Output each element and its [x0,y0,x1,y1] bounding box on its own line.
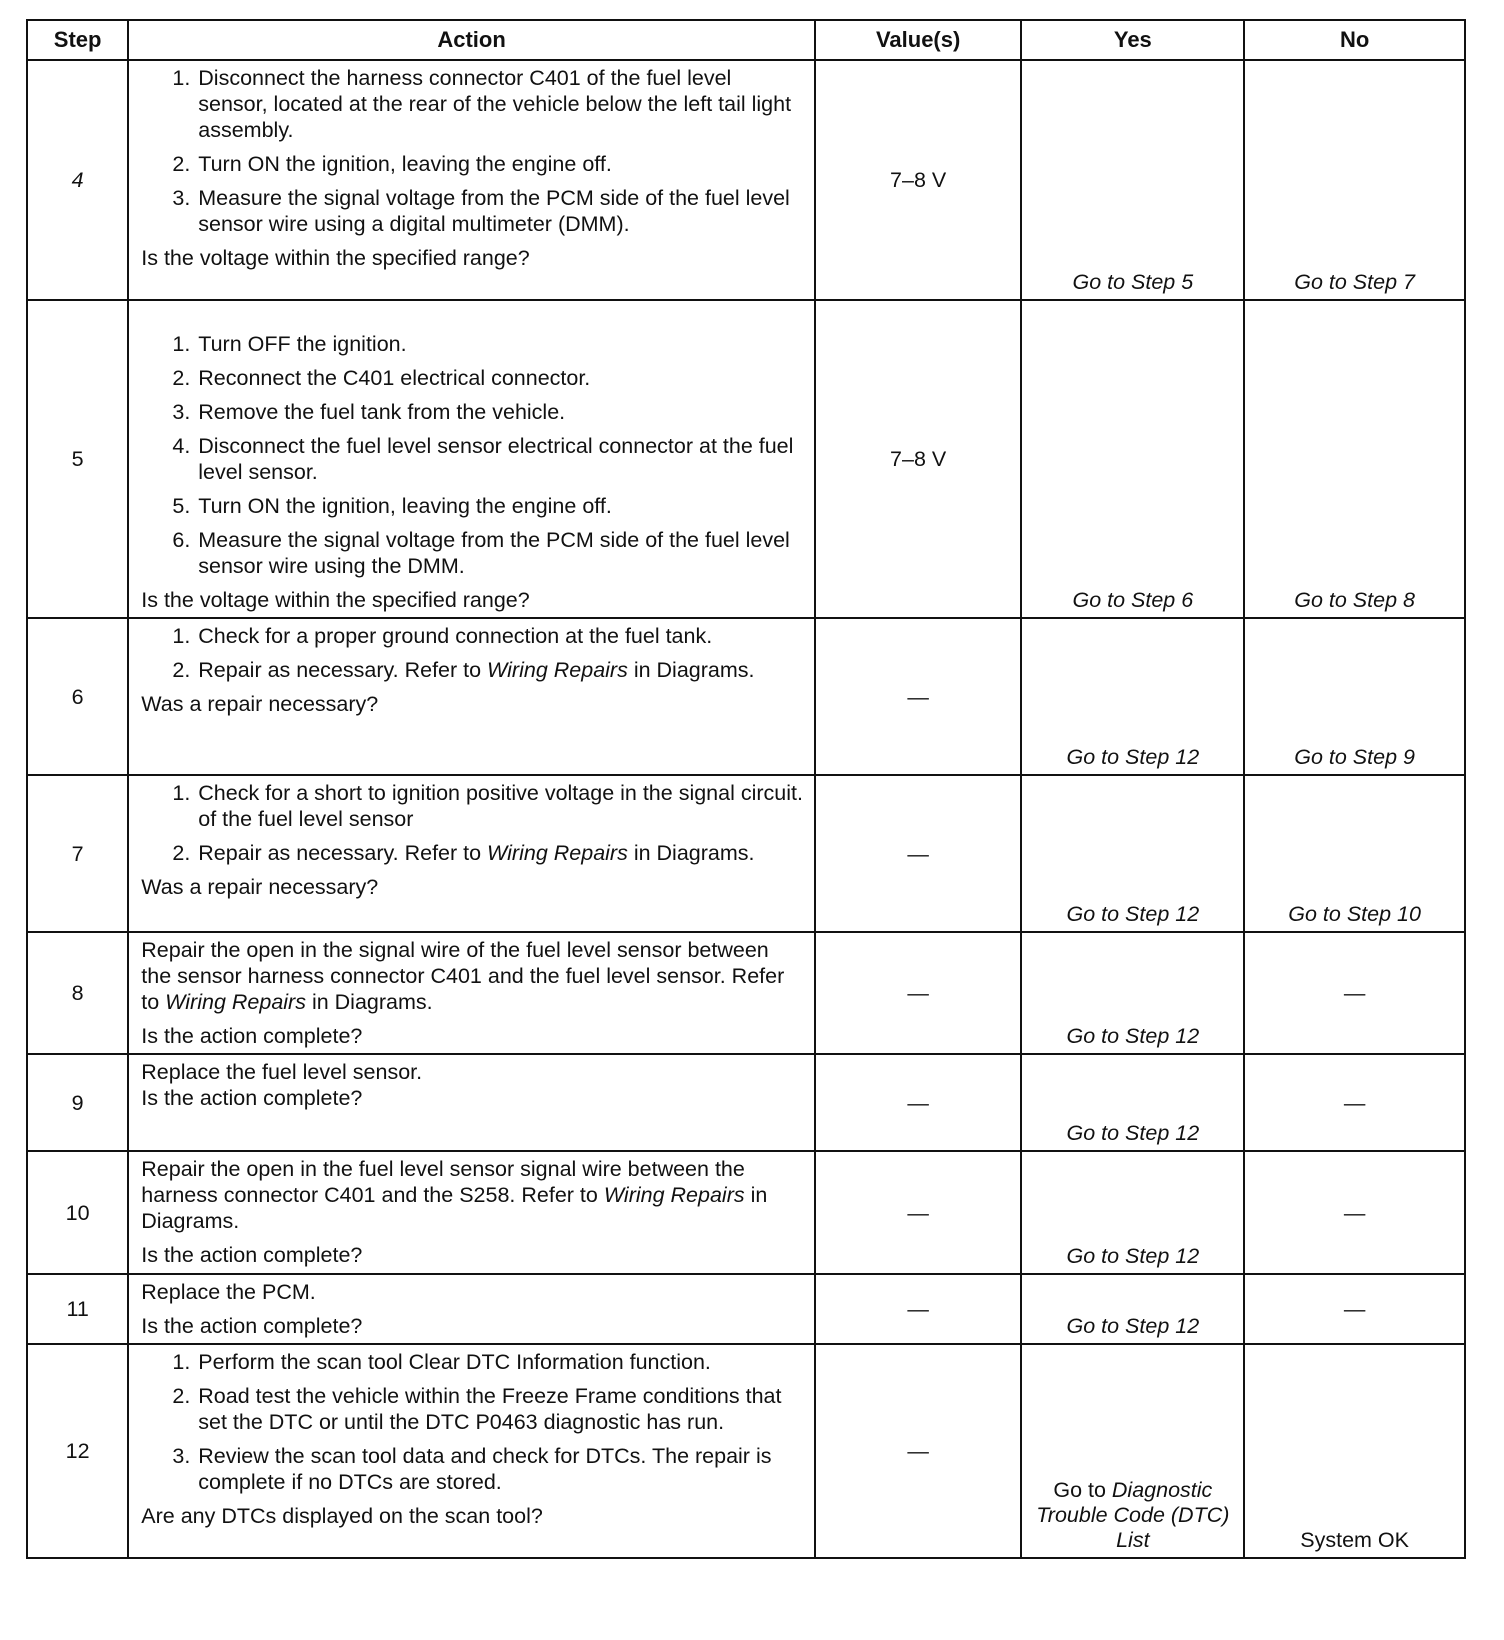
diagnostic-table-document [26,19,1466,1559]
table-row-step-8 [27,932,1465,1054]
value-cell: — [815,1274,1022,1344]
table-row-step-6 [27,618,1465,775]
action-text: Repair the open in the fuel level sensor signal wire between the harness connector C401 and the S258. Refer to [141,1157,745,1207]
action-item: 1. Turn OFF the ignition. [196,331,804,357]
header-step: Step [27,20,128,60]
step-number: 9 [27,1054,128,1151]
action-item: 2. Road test the vehicle within the Freeze Frame conditions that set the DTC or until the DTC P0463 diagnostic has run. [196,1383,804,1435]
no-value: — [1244,1151,1465,1274]
header-values: Value(s) [815,20,1022,60]
table-row-step-10 [27,1151,1465,1274]
step-number: 7 [27,775,128,932]
table-row-step-12 [27,1344,1465,1558]
value-cell: — [815,775,1022,932]
step-number: 12 [27,1344,128,1558]
action-item: 1. Perform the scan tool Clear DTC Information function. [196,1349,804,1375]
action-list [141,623,804,683]
value-cell: — [815,1344,1022,1558]
action-item: 2. Reconnect the C401 electrical connector. [196,365,804,391]
table-row-step-9 [27,1054,1465,1151]
no-link[interactable]: Go to Step 10 [1244,775,1465,932]
yes-link[interactable]: Go to Step 12 [1021,1054,1244,1151]
action-question: Is the voltage within the specified range? [141,246,530,270]
step-number: 10 [27,1151,128,1274]
header-action: Action [128,20,815,60]
step-number: 4 [27,60,128,300]
no-link[interactable]: Go to Step 9 [1244,618,1465,775]
action-question: Is the action complete? [141,1243,363,1267]
action-question: Is the action complete? [141,1086,363,1110]
wiring-repairs-reference[interactable]: Wiring Repairs [165,990,306,1014]
action-cell [128,1344,815,1558]
action-item: 6. Measure the signal voltage from the PCM side of the fuel level sensor wire using the DMM. [196,527,804,579]
table-row-step-11 [27,1274,1465,1344]
action-item: 5. Turn ON the ignition, leaving the engine off. [196,493,804,519]
action-cell [128,775,815,932]
value-cell: — [815,932,1022,1054]
step-number: 5 [27,300,128,618]
no-link[interactable]: Go to Step 8 [1244,300,1465,618]
action-list [141,1349,804,1495]
action-paragraph [141,937,804,1015]
action-question: Was a repair necessary? [141,875,379,899]
action-paragraph [141,1156,804,1234]
action-cell [128,1274,815,1344]
no-value: — [1244,1054,1465,1151]
action-question: Are any DTCs displayed on the scan tool? [141,1504,543,1528]
yes-link-prefix: Go to [1053,1478,1112,1502]
wiring-repairs-reference[interactable]: Wiring Repairs [487,841,628,865]
header-no: No [1244,20,1465,60]
action-list [141,780,804,866]
action-text: Replace the fuel level sensor. [141,1060,423,1084]
action-text: Repair as necessary. Refer to [198,841,488,865]
action-item: 4. Disconnect the fuel level sensor electrical connector at the fuel level sensor. [196,433,804,485]
action-text: in Diagrams. [627,658,755,682]
yes-link[interactable]: Go to Step 12 [1021,1151,1244,1274]
yes-link[interactable]: Go to Step 6 [1021,300,1244,618]
yes-link[interactable]: Go to Step 12 [1021,932,1244,1054]
table-row-step-4 [27,60,1465,300]
action-list [141,331,804,579]
action-item: 3. Measure the signal voltage from the PCM side of the fuel level sensor wire using a digital multimeter (DMM). [196,185,804,237]
action-text: in Diagrams. [305,990,433,1014]
action-item: 1. Disconnect the harness connector C401 of the fuel level sensor, located at the rear of the vehicle below the left tail light assembly. [196,65,804,143]
action-cell [128,618,815,775]
yes-link[interactable]: Go to Step 12 [1021,775,1244,932]
no-link[interactable]: Go to Step 7 [1244,60,1465,300]
action-list [141,65,804,237]
dtc-list-reference[interactable]: Diagnostic Trouble Code (DTC) List [1036,1478,1230,1552]
yes-link[interactable]: Go to Step 12 [1021,618,1244,775]
action-item: 2. Turn ON the ignition, leaving the engine off. [196,151,804,177]
diagnostic-steps-table [26,19,1466,1559]
value-cell: 7–8 V [815,300,1022,618]
action-item [196,840,804,866]
action-item: 1. Check for a proper ground connection at the fuel tank. [196,623,804,649]
wiring-repairs-reference[interactable]: Wiring Repairs [487,658,628,682]
action-question: Is the action complete? [141,1314,363,1338]
action-item: 3. Review the scan tool data and check for DTCs. The repair is complete if no DTCs are stored. [196,1443,804,1495]
action-item: 3. Remove the fuel tank from the vehicle. [196,399,804,425]
action-text: Replace the PCM. [141,1280,316,1304]
action-text: Repair the open in the signal wire of the fuel level sensor between the sensor harness connector C401 and the fuel level sensor. Refer to [141,938,785,1014]
action-text: in Diagrams. [627,841,755,865]
wiring-repairs-reference[interactable]: Wiring Repairs [603,1183,745,1207]
action-cell [128,932,815,1054]
value-cell: — [815,1151,1022,1274]
no-value: — [1244,932,1465,1054]
value-cell: — [815,1054,1022,1151]
action-text: in Diagrams. [141,1183,768,1233]
action-item [196,657,804,683]
value-cell: — [815,618,1022,775]
action-question: Is the action complete? [141,1024,363,1048]
action-question: Was a repair necessary? [141,692,379,716]
yes-link[interactable]: Go to Step 5 [1021,60,1244,300]
yes-link[interactable]: Go to Step 12 [1021,1274,1244,1344]
no-result: System OK [1244,1344,1465,1558]
action-cell [128,300,815,618]
step-number: 8 [27,932,128,1054]
table-row-step-7 [27,775,1465,932]
step-number: 6 [27,618,128,775]
header-yes: Yes [1021,20,1244,60]
action-cell [128,1054,815,1151]
action-item: 1. Check for a short to ignition positive voltage in the signal circuit. of the fuel level sensor [196,780,804,832]
no-value: — [1244,1274,1465,1344]
yes-link[interactable] [1021,1344,1244,1558]
action-cell [128,1151,815,1274]
action-question: Is the voltage within the specified range? [141,588,530,612]
table-header-row [27,20,1465,60]
action-cell [128,60,815,300]
step-number: 11 [27,1274,128,1344]
value-cell: 7–8 V [815,60,1022,300]
action-text: Repair as necessary. Refer to [198,658,488,682]
table-row-step-5 [27,300,1465,618]
